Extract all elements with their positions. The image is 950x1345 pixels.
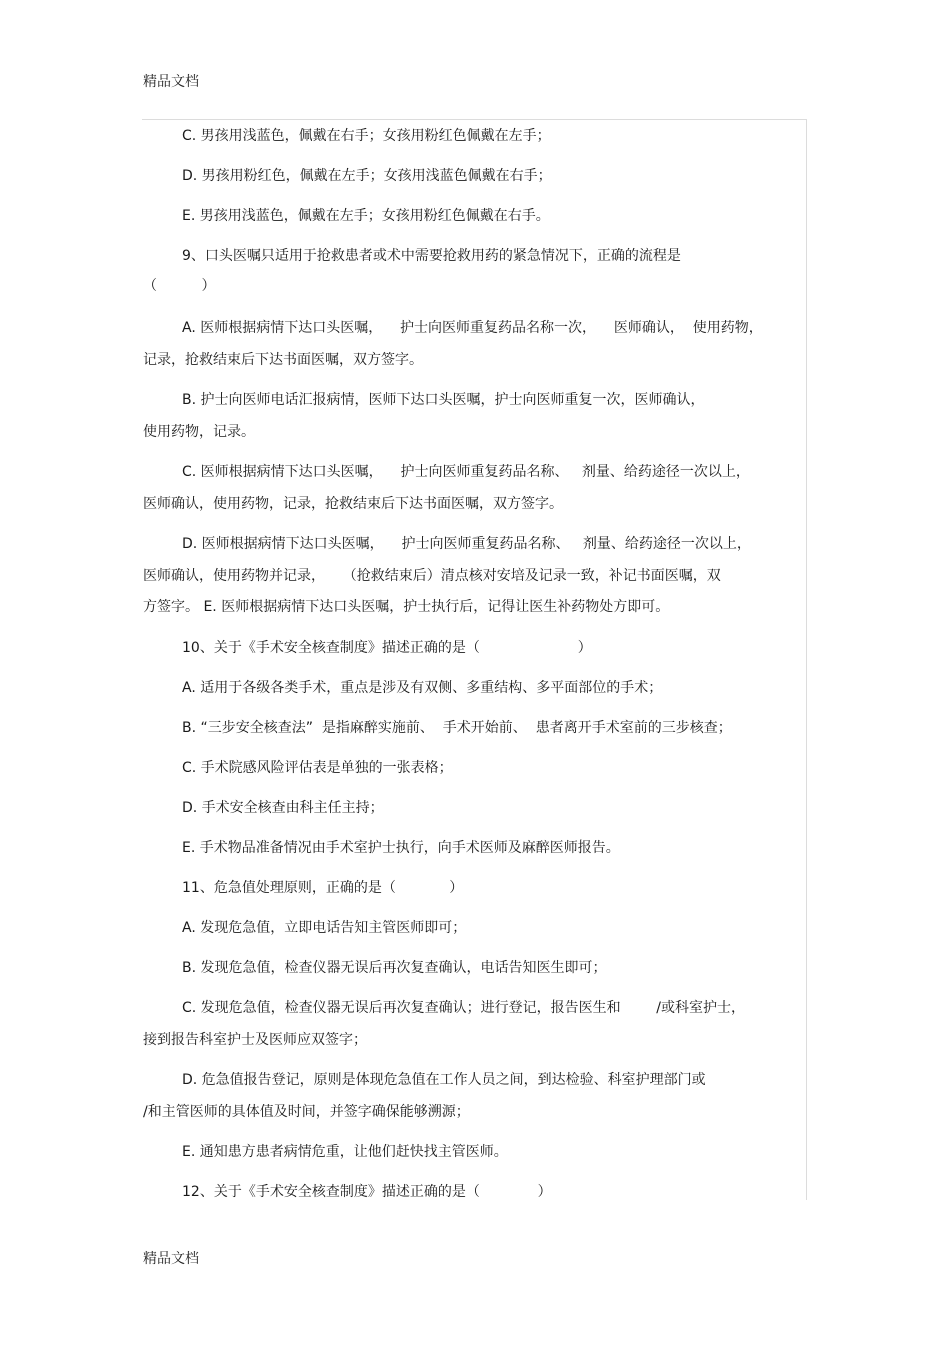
page-header-label: 精品文档 xyxy=(143,74,199,90)
q9-option-b-line-1: B. 护士向医师电话汇报病情，医师下达口头医嘱，护士向医师重复一次，医师确认， xyxy=(182,392,705,408)
q11-option-e-line: E. 通知患方患者病情危重，让他们赶快找主管医师。 xyxy=(182,1144,508,1160)
q11-option-d-line-1: D. 危急值报告登记，原则是体现危急值在工作人员之间，到达检验、科室护理部门或 xyxy=(182,1072,706,1088)
question-12-line: 12、关于《手术安全核查制度》描述正确的是（ ） xyxy=(182,1184,552,1200)
q10-option-c-line: C. 手术院感风险评估表是单独的一张表格； xyxy=(182,760,453,776)
question-9-line: 9、口头医嘱只适用于抢救患者或术中需要抢救用药的紧急情况下，正确的流程是 xyxy=(182,248,681,264)
option-d-line: D. 男孩用粉红色，佩戴在左手；女孩用浅蓝色佩戴在右手； xyxy=(182,168,552,184)
q11-option-b-line: B. 发现危急值，检查仪器无误后再次复查确认，电话告知医生即可； xyxy=(182,960,607,976)
q9-option-d-line-2: 医师确认，使用药物并记录， （抢救结束后）清点核对安培及记录一致，补记书面医嘱，双 xyxy=(143,568,721,584)
q9-option-d-e-line: 方签字。 E. 医师根据病情下达口头医嘱，护士执行后，记得让医生补药物处方即可。 xyxy=(143,599,670,615)
q9-option-c-line-1: C. 医师根据病情下达口头医嘱， 护士向医师重复药品名称、 剂量、给药途径一次以上， xyxy=(182,464,750,480)
q9-option-c-line-2: 医师确认，使用药物，记录，抢救结束后下达书面医嘱，双方签字。 xyxy=(143,496,563,512)
q10-option-e-line: E. 手术物品准备情况由手术室护士执行，向手术医师及麻醉医师报告。 xyxy=(182,840,620,856)
question-11-line: 11、危急值处理原则，正确的是（ ） xyxy=(182,880,464,896)
q9-option-a-line-2: 记录，抢救结束后下达书面医嘱，双方签字。 xyxy=(143,352,423,368)
q9-option-b-line-2: 使用药物，记录。 xyxy=(143,424,255,440)
q9-option-d-line-1: D. 医师根据病情下达口头医嘱， 护士向医师重复药品名称、 剂量、给药途径一次以上， xyxy=(182,536,751,552)
q11-option-c-line-1: C. 发现危急值，检查仪器无误后再次复查确认；进行登记，报告医生和 /或科室护士， xyxy=(182,1000,745,1016)
q10-option-b-line: B. “三步安全核查法” 是指麻醉实施前、 手术开始前、 患者离开手术室前的三步核查； xyxy=(182,720,732,736)
q10-option-d-line: D. 手术安全核查由科主任主持； xyxy=(182,800,384,816)
q11-option-c-line-2: 接到报告科室护士及医师应双签字； xyxy=(143,1032,367,1048)
question-9-bracket: （ ） xyxy=(143,278,216,294)
q11-option-d-line-2: /和主管医师的具体值及时间，并签字确保能够溯源； xyxy=(143,1104,470,1120)
page-footer-label: 精品文档 xyxy=(143,1251,199,1267)
option-c-line: C. 男孩用浅蓝色，佩戴在右手；女孩用粉红色佩戴在左手； xyxy=(182,128,551,144)
q11-option-a-line: A. 发现危急值，立即电话告知主管医师即可； xyxy=(182,920,467,936)
question-10-line: 10、关于《手术安全核查制度》描述正确的是（ ） xyxy=(182,640,592,656)
option-e-line: E. 男孩用浅蓝色，佩戴在左手；女孩用粉红色佩戴在右手。 xyxy=(182,208,550,224)
q9-option-a-line-1: A. 医师根据病情下达口头医嘱， 护士向医师重复药品名称一次， 医师确认， 使用药物， xyxy=(182,320,763,336)
q10-option-a-line: A. 适用于各级各类手术，重点是涉及有双侧、多重结构、多平面部位的手术； xyxy=(182,680,663,696)
